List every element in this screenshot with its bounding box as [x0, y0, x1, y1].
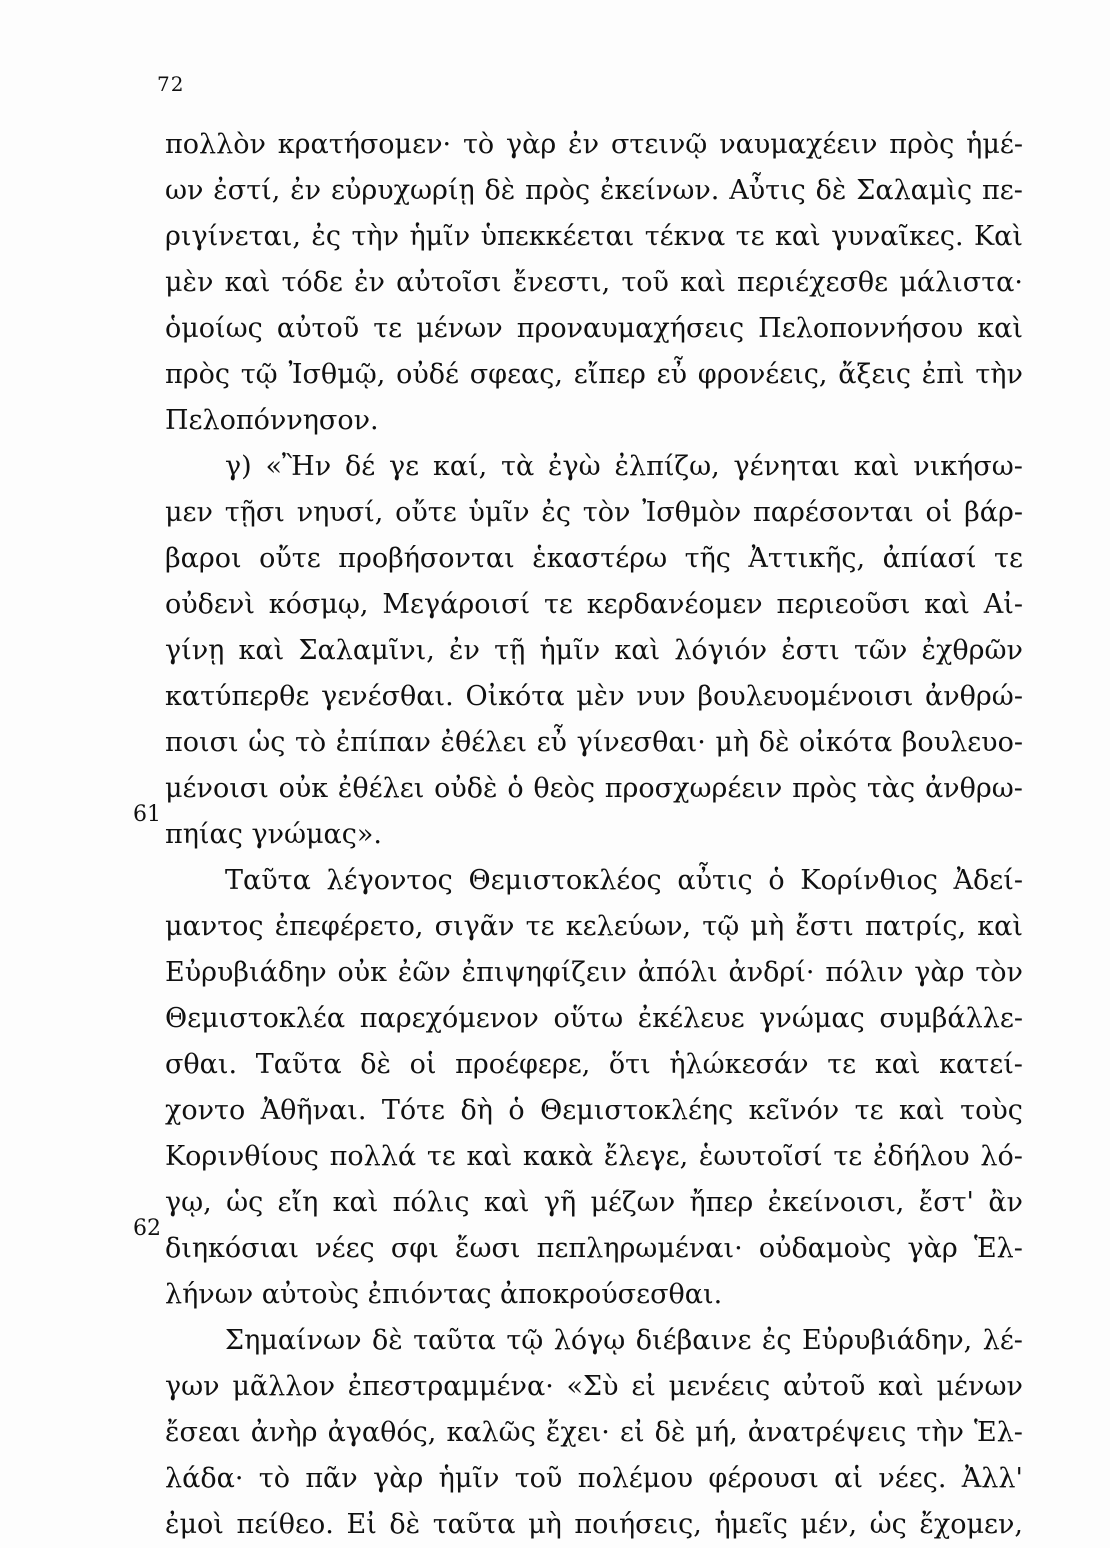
text-line: βαροι οὔτε προβήσονται ἑκαστέρω τῆς Ἀττικῆς, ἀπίασί τε — [165, 543, 1023, 574]
text-line: ριγίνεται, ἐς τὴν ἡμῖν ὑπεκκέεται τέκνα τε καὶ γυναῖκες. Καὶ — [165, 221, 1023, 252]
text-line: κατύπερθε γενέσθαι. Οἰκότα μὲν νυν βουλευομένοισι ἀνθρώ- — [165, 681, 1023, 712]
text-line: μένοισι οὐκ ἐθέλει οὐδὲ ὁ θεὸς προσχωρέειν πρὸς τὰς ἀνθρω- — [165, 773, 1023, 804]
text-line: Πελοπόννησον. — [165, 405, 379, 436]
text-line: Ταῦτα λέγοντος Θεμιστοκλέος αὖτις ὁ Κορίνθιος Ἀδεί- — [225, 865, 1023, 896]
text-line: πολλὸν κρατήσομεν· τὸ γὰρ ἐν στεινῷ ναυμαχέειν πρὸς ἡμέ- — [165, 129, 1023, 160]
text-line: ποισι ὡς τὸ ἐπίπαν ἐθέλει εὖ γίνεσθαι· μὴ δὲ οἰκότα βουλευο- — [165, 727, 1023, 758]
text-line: διηκόσιαι νέες σφι ἔωσι πεπληρωμέναι· οὐδαμοὺς γὰρ Ἑλ- — [165, 1233, 1023, 1264]
page-number: 72 — [157, 72, 185, 96]
text-line: σθαι. Ταῦτα δὲ οἱ προέφερε, ὅτι ἡλώκεσάν τε καὶ κατεί- — [165, 1049, 1023, 1080]
section-number-62: 62 — [133, 1216, 161, 1241]
body-text — [165, 122, 1023, 1548]
text-line: οὐδενὶ κόσμῳ, Μεγάροισί τε κερδανέομεν περιεοῦσι καὶ Αἰ- — [165, 589, 1023, 620]
text-line: λάδα· τὸ πᾶν γὰρ ἡμῖν τοῦ πολέμου φέρουσι αἱ νέες. Ἀλλ' — [165, 1463, 1023, 1494]
text-line: Εὐρυβιάδην οὐκ ἐῶν ἐπιψηφίζειν ἀπόλι ἀνδρί· πόλιν γὰρ τὸν — [165, 957, 1023, 988]
text-line: Σημαίνων δὲ ταῦτα τῷ λόγῳ διέβαινε ἐς Εὐρυβιάδην, λέ- — [225, 1325, 1023, 1356]
text-line: ἔσεαι ἀνὴρ ἀγαθός, καλῶς ἔχει· εἰ δὲ μή, ἀνατρέψεις τὴν Ἑλ- — [165, 1417, 1023, 1448]
text-line: μαντος ἐπεφέρετο, σιγᾶν τε κελεύων, τῷ μὴ ἔστι πατρίς, καὶ — [165, 911, 1023, 942]
text-line: μὲν καὶ τόδε ἐν αὐτοῖσι ἔνεστι, τοῦ καὶ περιέχεσθε μάλιστα· — [165, 267, 1023, 298]
text-line: ὁμοίως αὐτοῦ τε μένων προναυμαχήσεις Πελοποννήσου καὶ — [165, 313, 1023, 344]
text-line: ἐμοὶ πείθεο. Εἰ δὲ ταῦτα μὴ ποιήσεις, ἡμεῖς μέν, ὡς ἔχομεν, — [165, 1509, 1023, 1540]
text-line: λήνων αὐτοὺς ἐπιόντας ἀποκρούσεσθαι. — [165, 1279, 723, 1310]
text-line: Θεμιστοκλέα παρεχόμενον οὕτω ἐκέλευε γνώμας συμβάλλε- — [165, 1003, 1023, 1034]
text-line: χοντο Ἀθῆναι. Τότε δὴ ὁ Θεμιστοκλέης κεῖνόν τε καὶ τοὺς — [165, 1095, 1023, 1126]
text-line: γίνῃ καὶ Σαλαμῖνι, ἐν τῇ ἡμῖν καὶ λόγιόν ἐστι τῶν ἐχθρῶν — [165, 635, 1023, 666]
text-line: πρὸς τῷ Ἰσθμῷ, οὐδέ σφεας, εἴπερ εὖ φρονέεις, ἄξεις ἐπὶ τὴν — [165, 359, 1023, 390]
text-line: μεν τῇσι νηυσί, οὔτε ὑμῖν ἐς τὸν Ἰσθμὸν παρέσονται οἱ βάρ- — [165, 497, 1023, 528]
text-line: γῳ, ὡς εἴη καὶ πόλις καὶ γῆ μέζων ἤπερ ἐκείνοισι, ἔστ' ἂν — [165, 1187, 1023, 1218]
text-line: Κορινθίους πολλά τε καὶ κακὰ ἔλεγε, ἑωυτοῖσί τε ἐδήλου λό- — [165, 1141, 1023, 1172]
text-line: πηίας γνώμας». — [165, 819, 383, 850]
text-line: γων μᾶλλον ἐπεστραμμένα· «Σὺ εἰ μενέεις αὐτοῦ καὶ μένων — [165, 1371, 1023, 1402]
section-number-61: 61 — [133, 802, 161, 827]
text-line: ων ἐστί, ἐν εὐρυχωρίῃ δὲ πρὸς ἐκείνων. Αὖτις δὲ Σαλαμὶς πε- — [165, 175, 1023, 206]
text-line: γ) «Ἢν δέ γε καί, τὰ ἐγὼ ἐλπίζω, γένηται καὶ νικήσω- — [225, 451, 1023, 482]
